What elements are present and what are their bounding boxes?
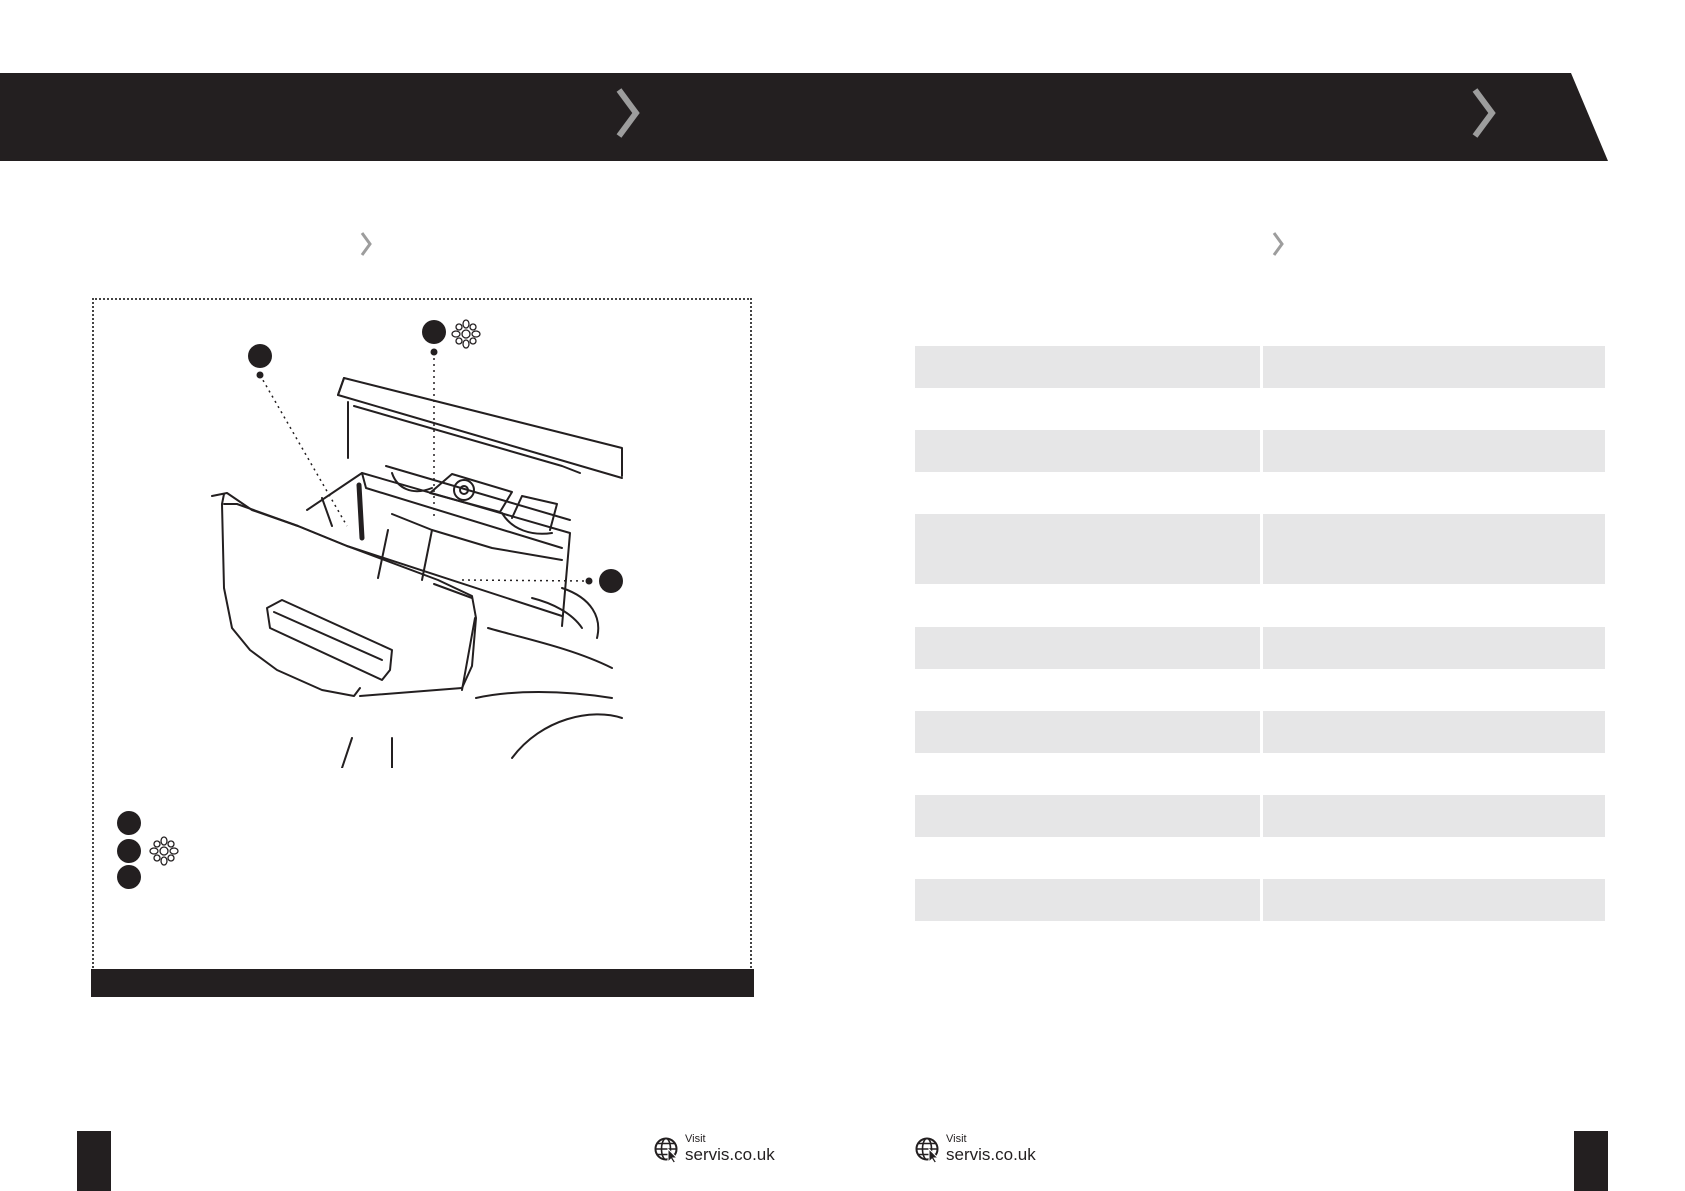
website-link[interactable]: servis.co.uk: [685, 1145, 775, 1164]
wash-flower-icon: [149, 836, 179, 866]
table-cell: [1263, 346, 1605, 388]
chevron-right-icon: [612, 86, 642, 140]
diagram-caption-bar: [91, 969, 754, 997]
table-cell: [1263, 514, 1605, 584]
table-row: [915, 430, 1605, 472]
table-cell: [915, 346, 1260, 388]
table-row: [915, 346, 1605, 388]
table-cell: [1263, 430, 1605, 472]
table-cell: [1263, 879, 1605, 921]
legend-marker: [117, 811, 141, 835]
globe-cursor-icon: [654, 1137, 680, 1163]
legend-item: [117, 839, 187, 863]
visit-label: Visit: [685, 1133, 706, 1145]
table-row: [915, 514, 1605, 584]
table-cell: [915, 430, 1260, 472]
visit-label: Visit: [946, 1133, 967, 1145]
callout-marker: [248, 344, 272, 368]
table-cell: [1263, 795, 1605, 837]
callout-marker: [422, 320, 446, 344]
table-cell: [915, 879, 1260, 921]
table-row: [915, 711, 1605, 753]
detergent-drawer-illustration: [92, 298, 752, 768]
legend-marker: [117, 839, 141, 863]
table-cell: [915, 627, 1260, 669]
table-cell: [915, 711, 1260, 753]
chevron-right-icon: [358, 230, 374, 258]
legend-item: [117, 865, 149, 889]
table-row: [915, 795, 1605, 837]
table-cell: [915, 514, 1260, 584]
table-cell: [1263, 627, 1605, 669]
page-number-tab-left: [77, 1131, 111, 1191]
globe-cursor-icon: [915, 1137, 941, 1163]
table-cell: [1263, 711, 1605, 753]
legend-marker: [117, 865, 141, 889]
table-cell: [915, 795, 1260, 837]
page-number-tab-right: [1574, 1131, 1608, 1191]
chevron-right-icon: [1468, 86, 1498, 140]
wash-flower-icon: [451, 319, 481, 349]
legend-item: [117, 811, 149, 835]
visit-link-left[interactable]: [654, 1134, 775, 1163]
website-link[interactable]: servis.co.uk: [946, 1145, 1036, 1164]
chevron-right-icon: [1270, 230, 1286, 258]
table-row: [915, 627, 1605, 669]
table-row: [915, 879, 1605, 921]
callout-marker: [599, 569, 623, 593]
visit-link-right[interactable]: [915, 1134, 1036, 1163]
header-band: [0, 73, 1608, 161]
